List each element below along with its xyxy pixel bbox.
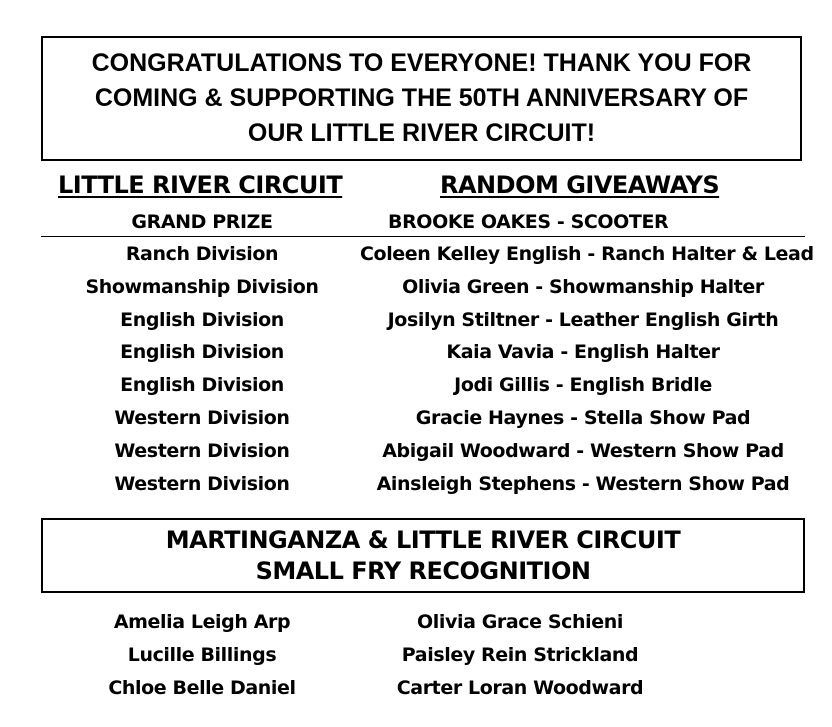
winner-prize: Jodi Gillis - English Bridle bbox=[454, 374, 712, 397]
congratulations-banner bbox=[41, 36, 802, 161]
division-label: Western Division bbox=[114, 472, 290, 495]
table-row bbox=[0, 273, 832, 306]
table-row bbox=[0, 470, 832, 503]
banner-line-3: OUR LITTLE RIVER CIRCUIT! bbox=[247, 119, 596, 147]
table-row bbox=[0, 306, 832, 339]
division-label: English Division bbox=[120, 308, 284, 331]
division-label: Western Division bbox=[114, 439, 290, 462]
heading-little-river-circuit: LITTLE RIVER CIRCUIT bbox=[58, 171, 343, 199]
table-row bbox=[0, 240, 832, 273]
grand-prize-label: GRAND PRIZE bbox=[131, 211, 273, 233]
small-fry-name-list bbox=[0, 608, 832, 707]
table-row bbox=[0, 437, 832, 470]
winner-prize: Kaia Vavia - English Halter bbox=[446, 341, 720, 364]
banner-line-1: CONGRATULATIONS TO EVERYONE! THANK YOU FOR bbox=[91, 49, 752, 77]
small-fry-name: Carter Loran Woodward bbox=[396, 677, 644, 699]
winner-prize: Ainsleigh Stephens - Western Show Pad bbox=[376, 472, 790, 495]
small-fry-title-line-2: SMALL FRY RECOGNITION bbox=[255, 556, 591, 585]
giveaway-winner-list bbox=[0, 240, 832, 502]
winner-prize: Gracie Haynes - Stella Show Pad bbox=[415, 406, 751, 429]
list-item bbox=[0, 608, 832, 641]
small-fry-name: Paisley Rein Strickland bbox=[401, 644, 639, 666]
list-item bbox=[0, 674, 832, 707]
division-label: Western Division bbox=[114, 406, 290, 429]
winner-prize: Josilyn Stiltner - Leather English Girth bbox=[387, 308, 779, 331]
grand-prize-row bbox=[0, 208, 832, 236]
small-fry-name: Chloe Belle Daniel bbox=[108, 677, 296, 699]
small-fry-title-line-1: MARTINGANZA & LITTLE RIVER CIRCUIT bbox=[165, 525, 681, 554]
winner-prize: Coleen Kelley English - Ranch Halter & Lead bbox=[360, 243, 814, 265]
small-fry-title-box bbox=[41, 518, 805, 593]
banner-line-2: COMING & SUPPORTING THE 50TH ANNIVERSARY OF bbox=[94, 84, 749, 112]
winner-prize: Olivia Green - Showmanship Halter bbox=[402, 275, 764, 298]
division-label: Showmanship Division bbox=[85, 275, 319, 298]
division-label: Ranch Division bbox=[125, 243, 279, 265]
table-row bbox=[0, 338, 832, 371]
small-fry-name: Olivia Grace Schieni bbox=[417, 611, 623, 633]
division-label: English Division bbox=[120, 341, 284, 364]
table-row bbox=[0, 404, 832, 437]
division-label: English Division bbox=[120, 374, 284, 397]
table-row bbox=[0, 371, 832, 404]
divider-line bbox=[41, 236, 805, 237]
small-fry-name: Amelia Leigh Arp bbox=[113, 611, 291, 633]
list-item bbox=[0, 641, 832, 674]
heading-random-giveaways: RANDOM GIVEAWAYS bbox=[440, 171, 720, 199]
winner-prize: Abigail Woodward - Western Show Pad bbox=[382, 439, 784, 462]
grand-prize-winner: BROOKE OAKES - SCOOTER bbox=[388, 211, 669, 233]
small-fry-name: Lucille Billings bbox=[127, 644, 277, 666]
